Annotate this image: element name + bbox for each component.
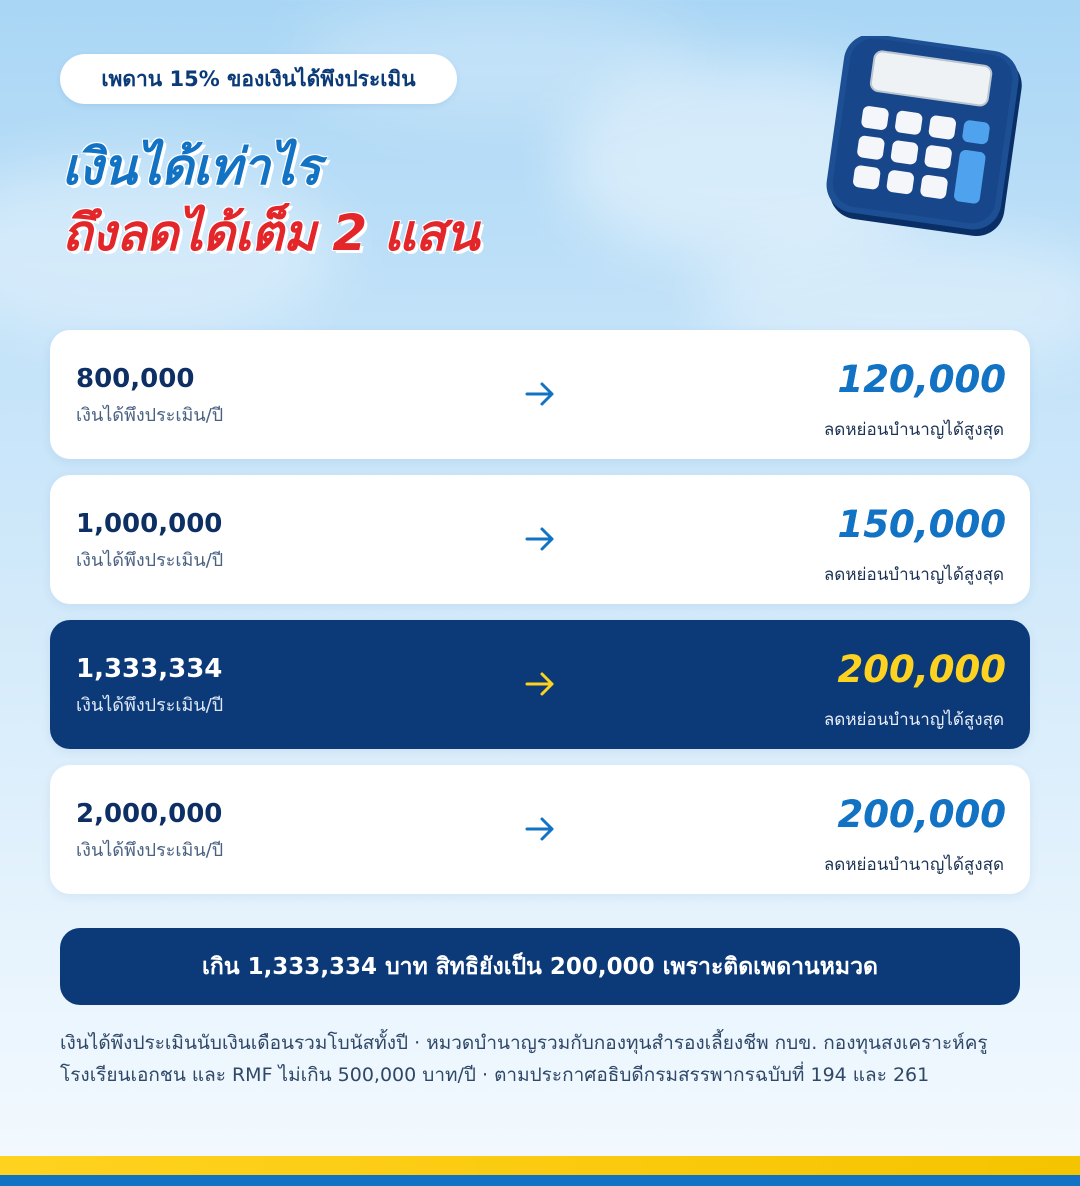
income-row-4 bbox=[50, 765, 1030, 894]
max-deduction: 120,000 bbox=[837, 358, 1006, 401]
income-label: เงินได้พึงประเมิน/ปี bbox=[76, 695, 224, 716]
income-row-3-highlight bbox=[50, 620, 1030, 749]
ceiling-pill: เพดาน 15% ของเงินได้พึงประเมิน bbox=[60, 54, 457, 104]
max-deduction: 200,000 bbox=[837, 648, 1006, 691]
income-label: เงินได้พึงประเมิน/ปี bbox=[76, 405, 224, 426]
max-deduction: 150,000 bbox=[837, 503, 1006, 546]
income-amount: 800,000 bbox=[76, 364, 195, 394]
arrow-right-icon bbox=[524, 523, 556, 555]
footer-stripe-yellow bbox=[0, 1156, 1080, 1175]
income-amount: 2,000,000 bbox=[76, 799, 223, 829]
arrow-right-icon bbox=[524, 813, 556, 845]
deduction-label: ลดหย่อนบำนาญได้สูงสุด bbox=[823, 855, 1004, 875]
deduction-label: ลดหย่อนบำนาญได้สูงสุด bbox=[823, 565, 1004, 585]
income-amount: 1,000,000 bbox=[76, 509, 223, 539]
deduction-label: ลดหย่อนบำนาญได้สูงสุด bbox=[823, 420, 1004, 440]
max-deduction: 200,000 bbox=[837, 793, 1006, 836]
arrow-right-icon bbox=[524, 668, 556, 700]
income-amount: 1,333,334 bbox=[76, 654, 223, 684]
headline-line-1: เงินได้เท่าไร bbox=[62, 138, 321, 196]
income-label: เงินได้พึงประเมิน/ปี bbox=[76, 840, 224, 861]
income-row-2 bbox=[50, 475, 1030, 604]
footnote: เงินได้พึงประเมินนับเงินเดือนรวมโบนัสทั้งปี · หมวดบำนาญรวมกับกองทุนสำรองเลี้ยงชีพ กบข. กองทุนสงเคราะห์ครูโรงเรียนเอกชน และ RMF ไม่เกิน 500,000 บาท/ปี · ตามประกาศอธิบดีกรมสรรพากรฉบับที่ 194 และ 261 bbox=[60, 1032, 988, 1086]
headline-line-2: ถึงลดได้เต็ม 2 แสน bbox=[62, 204, 479, 262]
income-row-1 bbox=[50, 330, 1030, 459]
deduction-label: ลดหย่อนบำนาญได้สูงสุด bbox=[823, 710, 1004, 730]
ceiling-note-banner: เกิน 1,333,334 บาท สิทธิยังเป็น 200,000 เพราะติดเพดานหมวด bbox=[60, 928, 1020, 1005]
footer-stripe-blue bbox=[0, 1175, 1080, 1186]
arrow-right-icon bbox=[524, 378, 556, 410]
calculator-icon bbox=[824, 36, 1024, 236]
income-label: เงินได้พึงประเมิน/ปี bbox=[76, 550, 224, 571]
